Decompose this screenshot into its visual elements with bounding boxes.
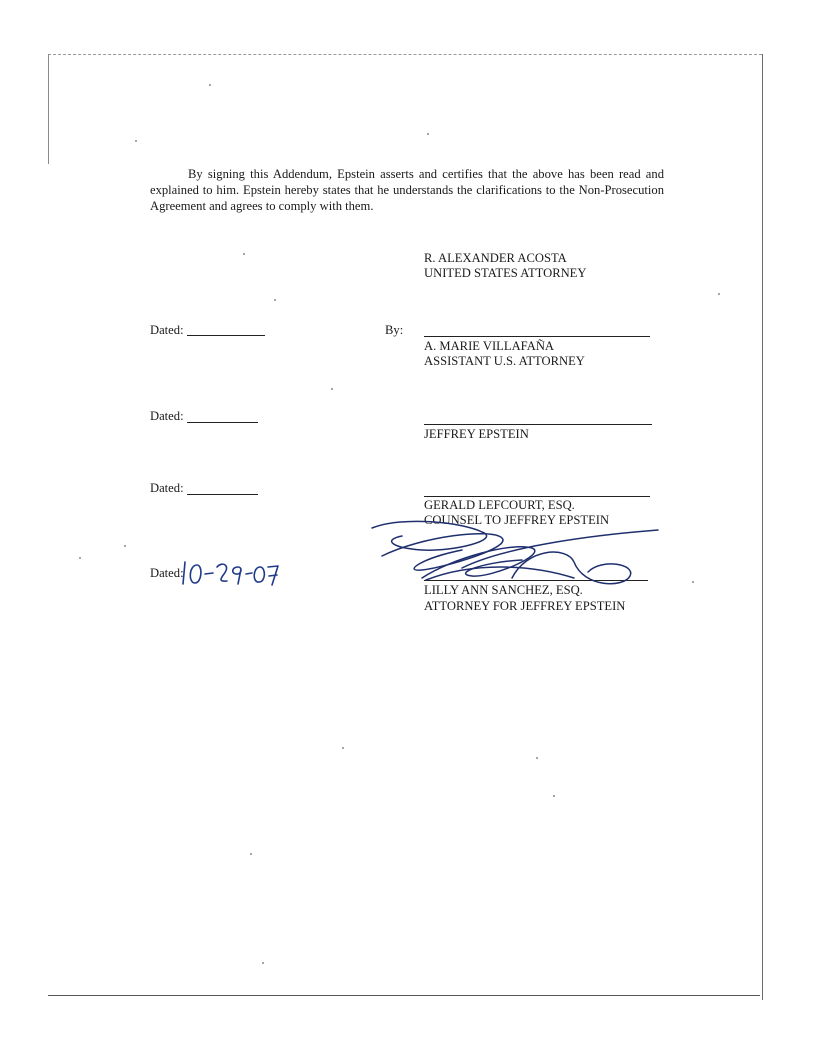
signature-line <box>424 496 650 497</box>
signer-name: JEFFREY EPSTEIN <box>424 427 529 441</box>
signature-line <box>424 336 650 337</box>
scan-border-right <box>762 54 763 1000</box>
date-line <box>187 335 265 336</box>
dated-label: Dated: <box>150 481 184 495</box>
scan-speck <box>79 557 81 559</box>
scan-speck <box>262 962 264 964</box>
scan-speck <box>250 853 252 855</box>
scan-speck <box>342 747 344 749</box>
dated-label: Dated: <box>150 566 184 580</box>
scan-speck <box>331 388 333 390</box>
scan-speck <box>135 140 137 142</box>
scan-speck <box>209 84 211 86</box>
scan-border-left <box>48 54 49 164</box>
us-attorney-name: R. ALEXANDER ACOSTA <box>424 251 567 265</box>
scan-speck <box>718 293 720 295</box>
scan-speck <box>243 253 245 255</box>
signer-title: ASSISTANT U.S. ATTORNEY <box>424 354 585 368</box>
scan-speck <box>274 299 276 301</box>
certification-paragraph: By signing this Addendum, Epstein asserts and certifies that the above has been read and explained to him. Epstein hereby states that he understands the clarifications to the Non-Prosecution Agreement and agrees to comply with them. <box>150 167 664 213</box>
scan-border-bottom <box>48 995 760 996</box>
scan-speck <box>553 795 555 797</box>
date-line <box>187 422 258 423</box>
signer-name: LILLY ANN SANCHEZ, ESQ. <box>424 583 583 597</box>
scan-speck <box>536 757 538 759</box>
scan-border-top <box>48 54 762 55</box>
by-label: By: <box>385 323 404 337</box>
signer-name: A. MARIE VILLAFAÑA <box>424 339 555 353</box>
signer-title: COUNSEL TO JEFFREY EPSTEIN <box>424 513 610 527</box>
scan-speck <box>124 545 126 547</box>
signer-title: ATTORNEY FOR JEFFREY EPSTEIN <box>424 599 626 613</box>
scan-speck <box>427 133 429 135</box>
date-line <box>187 494 258 495</box>
scan-speck <box>692 581 694 583</box>
handwritten-date <box>180 555 280 591</box>
dated-label: Dated: <box>150 409 184 423</box>
signer-name: GERALD LEFCOURT, ESQ. <box>424 498 575 512</box>
signature-line <box>424 424 652 425</box>
dated-label: Dated: <box>150 323 184 337</box>
us-attorney-title: UNITED STATES ATTORNEY <box>424 266 587 280</box>
